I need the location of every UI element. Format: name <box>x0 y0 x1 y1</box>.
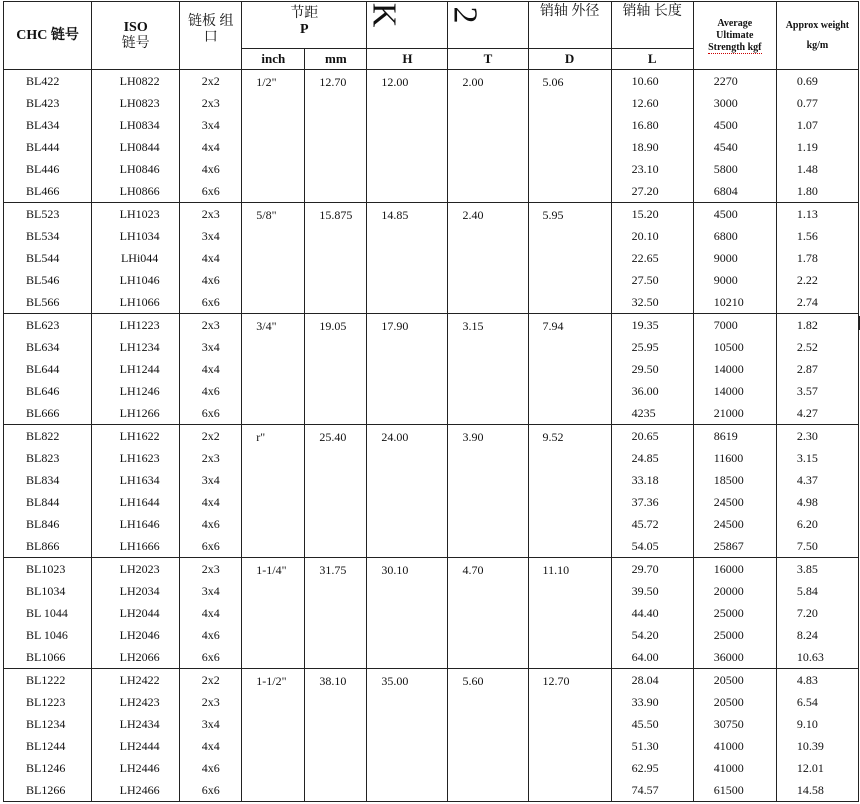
unit-h: H <box>367 49 448 70</box>
ultimate-strength-cell: 10210 <box>713 295 744 309</box>
chc-number-column <box>4 669 92 802</box>
ultimate-strength-column <box>693 314 776 425</box>
ultimate-strength-cell: 11600 <box>713 451 744 465</box>
weight-cell: 1.78 <box>796 251 818 265</box>
table-row-group <box>4 558 859 669</box>
chain-spec-table <box>3 1 859 802</box>
chc-number-cell: BL1234 <box>26 717 66 731</box>
header-strength: Average Ultimate Strength kgf <box>693 2 776 70</box>
weight-cell: 7.50 <box>796 539 818 553</box>
table-row-group <box>4 203 859 314</box>
table-row-group <box>4 70 859 203</box>
plate-combination-cell: 3x4 <box>201 584 220 598</box>
pin-length-cell: 15.20 <box>631 207 659 221</box>
plate-thickness-cell: 2.40 <box>448 203 528 314</box>
iso-number-column <box>92 203 180 314</box>
chc-number-column <box>4 203 92 314</box>
ultimate-strength-cell: 41000 <box>713 761 744 775</box>
plate-combination-cell: 3x4 <box>201 118 220 132</box>
iso-number-column <box>92 70 180 203</box>
chc-number-cell: BL1222 <box>26 673 66 687</box>
plate-combination-cell: 6x6 <box>201 650 220 664</box>
chc-number-cell: BL444 <box>26 140 60 154</box>
iso-number-cell: LH2466 <box>119 783 160 797</box>
ultimate-strength-cell: 41000 <box>713 739 744 753</box>
chc-number-cell: BL 1046 <box>26 628 68 642</box>
iso-number-cell: LH2422 <box>119 673 160 687</box>
weight-column <box>776 203 858 314</box>
plate-combination-column <box>180 669 242 802</box>
pin-length-cell: 29.50 <box>631 362 659 376</box>
header-weight: Approx weight kg/m <box>776 2 858 70</box>
plate-thickness-cell: 3.15 <box>448 314 528 425</box>
pin-length-cell: 19.35 <box>631 318 659 332</box>
chc-number-cell: BL434 <box>26 118 60 132</box>
iso-number-cell: LH1634 <box>119 473 160 487</box>
ultimate-strength-cell: 30750 <box>713 717 744 731</box>
weight-cell: 2.22 <box>796 273 818 287</box>
plate-combination-cell: 2x3 <box>201 96 220 110</box>
iso-number-column <box>92 314 180 425</box>
ultimate-strength-cell: 61500 <box>713 783 744 797</box>
ultimate-strength-column <box>693 425 776 558</box>
iso-number-cell: LH0846 <box>119 162 160 176</box>
pitch-inch-cell: 1/2" <box>242 70 305 203</box>
unit-l: L <box>611 49 693 70</box>
header-t-glyph: 2 <box>448 2 528 49</box>
ultimate-strength-cell: 20000 <box>713 584 744 598</box>
ultimate-strength-cell: 20500 <box>713 695 744 709</box>
pin-length-cell: 28.04 <box>631 673 659 687</box>
pin-length-cell: 54.05 <box>631 539 659 553</box>
plate-thickness-cell: 4.70 <box>448 558 528 669</box>
table-row-group <box>4 314 859 425</box>
iso-number-cell: LH1666 <box>119 539 160 553</box>
iso-number-cell: LH2034 <box>119 584 160 598</box>
iso-number-cell: LH1622 <box>119 429 160 443</box>
weight-column <box>776 425 858 558</box>
plate-combination-cell: 4x6 <box>201 384 220 398</box>
header-plate-combination: 链板 组 口 <box>180 2 242 70</box>
iso-number-cell: LH1023 <box>119 207 160 221</box>
header-chc: CHC 链号 <box>4 2 92 70</box>
plate-thickness-cell: 5.60 <box>448 669 528 802</box>
plate-combination-cell: 2x2 <box>201 429 220 443</box>
chc-number-cell: BL546 <box>26 273 60 287</box>
weight-cell: 10.63 <box>796 650 824 664</box>
plate-combination-cell: 2x3 <box>201 562 220 576</box>
pitch-inch-cell: r" <box>242 425 305 558</box>
chc-number-cell: BL446 <box>26 162 60 176</box>
chc-number-cell: BL1034 <box>26 584 66 598</box>
pin-length-cell: 24.85 <box>631 451 659 465</box>
chc-number-cell: BL1246 <box>26 761 66 775</box>
chc-number-cell: BL623 <box>26 318 60 332</box>
pin-length-cell: 10.60 <box>631 74 659 88</box>
iso-number-cell: LH2434 <box>119 717 160 731</box>
pin-length-column <box>611 70 693 203</box>
chc-number-cell: BL466 <box>26 184 60 198</box>
chc-number-column <box>4 425 92 558</box>
plate-combination-cell: 2x3 <box>201 207 220 221</box>
plate-thickness-cell: 3.90 <box>448 425 528 558</box>
chc-number-cell: BL1223 <box>26 695 66 709</box>
plate-combination-cell: 4x4 <box>201 495 220 509</box>
pin-length-column <box>611 425 693 558</box>
weight-cell: 7.20 <box>796 606 818 620</box>
ultimate-strength-column <box>693 70 776 203</box>
pin-length-cell: 27.20 <box>631 184 659 198</box>
iso-number-cell: LH1034 <box>119 229 160 243</box>
iso-number-cell: LH0823 <box>119 96 160 110</box>
weight-cell: 2.30 <box>796 429 818 443</box>
ultimate-strength-cell: 9000 <box>713 251 738 265</box>
weight-column <box>776 314 858 425</box>
weight-cell: 4.98 <box>796 495 818 509</box>
weight-cell: 1.13 <box>796 207 818 221</box>
chc-number-cell: BL666 <box>26 406 60 420</box>
plate-height-cell: 35.00 <box>367 669 448 802</box>
weight-cell: 3.85 <box>796 562 818 576</box>
iso-number-cell: LH0866 <box>119 184 160 198</box>
chc-number-cell: BL823 <box>26 451 60 465</box>
pin-length-cell: 44.40 <box>631 606 659 620</box>
iso-number-cell: LH2066 <box>119 650 160 664</box>
header-pin-length: 销轴 长度 <box>611 2 693 49</box>
ultimate-strength-cell: 6804 <box>713 184 738 198</box>
plate-combination-cell: 4x6 <box>201 273 220 287</box>
iso-number-column <box>92 669 180 802</box>
plate-combination-cell: 2x3 <box>201 695 220 709</box>
ultimate-strength-cell: 20500 <box>713 673 744 687</box>
unit-mm: mm <box>305 49 367 70</box>
pin-length-cell: 32.50 <box>631 295 659 309</box>
weight-cell: 3.57 <box>796 384 818 398</box>
chc-number-cell: BL1066 <box>26 650 66 664</box>
plate-combination-column <box>180 558 242 669</box>
chc-number-cell: BL844 <box>26 495 60 509</box>
iso-number-cell: LH0822 <box>119 74 160 88</box>
table-body <box>4 70 859 802</box>
pitch-mm-cell: 25.40 <box>305 425 367 558</box>
pitch-mm-cell: 38.10 <box>305 669 367 802</box>
weight-cell: 8.24 <box>796 628 818 642</box>
ultimate-strength-cell: 8619 <box>713 429 738 443</box>
plate-combination-cell: 4x4 <box>201 362 220 376</box>
iso-number-cell: LH2044 <box>119 606 160 620</box>
chc-number-cell: BL866 <box>26 539 60 553</box>
pin-length-cell: 4235 <box>631 406 656 420</box>
iso-number-cell: LHi044 <box>120 251 159 265</box>
pin-length-cell: 54.20 <box>631 628 659 642</box>
ultimate-strength-cell: 25000 <box>713 606 744 620</box>
plate-combination-cell: 3x4 <box>201 229 220 243</box>
chc-number-cell: BL544 <box>26 251 60 265</box>
chc-number-cell: BL822 <box>26 429 60 443</box>
weight-cell: 4.83 <box>796 673 818 687</box>
ultimate-strength-cell: 21000 <box>713 406 744 420</box>
plate-combination-column <box>180 70 242 203</box>
iso-number-cell: LH2446 <box>119 761 160 775</box>
plate-combination-column <box>180 203 242 314</box>
weight-cell: 1.82 <box>796 318 818 332</box>
chc-number-cell: BL 1044 <box>26 606 68 620</box>
plate-combination-cell: 4x4 <box>201 251 220 265</box>
weight-cell: 1.48 <box>796 162 818 176</box>
chc-number-column <box>4 558 92 669</box>
iso-number-cell: LH1223 <box>119 318 160 332</box>
chc-number-cell: BL634 <box>26 340 60 354</box>
chc-number-column <box>4 70 92 203</box>
pin-length-cell: 33.90 <box>631 695 659 709</box>
pin-length-cell: 64.00 <box>631 650 659 664</box>
weight-column <box>776 70 858 203</box>
ultimate-strength-cell: 3000 <box>713 96 738 110</box>
weight-cell: 4.27 <box>796 406 818 420</box>
plate-combination-cell: 6x6 <box>201 406 220 420</box>
ultimate-strength-column <box>693 203 776 314</box>
plate-combination-cell: 2x3 <box>201 318 220 332</box>
plate-combination-cell: 6x6 <box>201 783 220 797</box>
pitch-mm-cell: 15.875 <box>305 203 367 314</box>
plate-combination-cell: 4x6 <box>201 162 220 176</box>
iso-number-cell: LH1244 <box>119 362 160 376</box>
iso-number-cell: LH2023 <box>119 562 160 576</box>
pin-length-cell: 51.30 <box>631 739 659 753</box>
iso-number-cell: LH1623 <box>119 451 160 465</box>
chc-number-cell: BL422 <box>26 74 60 88</box>
pin-length-cell: 25.95 <box>631 340 659 354</box>
iso-number-cell: LH0844 <box>119 140 160 154</box>
pin-diameter-cell: 12.70 <box>528 669 611 802</box>
chc-number-cell: BL646 <box>26 384 60 398</box>
plate-combination-cell: 6x6 <box>201 295 220 309</box>
iso-number-cell: LH1234 <box>119 340 160 354</box>
plate-height-cell: 14.85 <box>367 203 448 314</box>
plate-combination-cell: 4x4 <box>201 739 220 753</box>
pin-length-cell: 33.18 <box>631 473 659 487</box>
plate-combination-cell: 3x4 <box>201 473 220 487</box>
pin-diameter-cell: 5.95 <box>528 203 611 314</box>
pitch-inch-cell: 1-1/2" <box>242 669 305 802</box>
unit-inch: inch <box>242 49 305 70</box>
ultimate-strength-cell: 9000 <box>713 273 738 287</box>
pin-length-cell: 27.50 <box>631 273 659 287</box>
weight-cell: 6.20 <box>796 517 818 531</box>
ultimate-strength-cell: 5800 <box>713 162 738 176</box>
plate-height-cell: 17.90 <box>367 314 448 425</box>
plate-combination-cell: 2x2 <box>201 74 220 88</box>
pin-length-cell: 20.65 <box>631 429 659 443</box>
plate-height-cell: 24.00 <box>367 425 448 558</box>
weight-column <box>776 669 858 802</box>
weight-cell: 2.52 <box>796 340 818 354</box>
ultimate-strength-cell: 10500 <box>713 340 744 354</box>
pin-length-column <box>611 669 693 802</box>
iso-number-column <box>92 425 180 558</box>
pitch-inch-cell: 5/8" <box>242 203 305 314</box>
chc-number-cell: BL1266 <box>26 783 66 797</box>
plate-combination-cell: 4x6 <box>201 628 220 642</box>
header-h-glyph: K <box>367 2 448 49</box>
iso-number-cell: LH1646 <box>119 517 160 531</box>
weight-cell: 1.80 <box>796 184 818 198</box>
ultimate-strength-cell: 4500 <box>713 207 738 221</box>
pin-length-cell: 16.80 <box>631 118 659 132</box>
ultimate-strength-column <box>693 558 776 669</box>
pitch-inch-cell: 1-1/4" <box>242 558 305 669</box>
pin-length-cell: 18.90 <box>631 140 659 154</box>
plate-combination-cell: 4x6 <box>201 761 220 775</box>
chc-number-cell: BL644 <box>26 362 60 376</box>
unit-t: T <box>448 49 528 70</box>
pitch-inch-cell: 3/4" <box>242 314 305 425</box>
pin-length-column <box>611 558 693 669</box>
pitch-mm-cell: 12.70 <box>305 70 367 203</box>
plate-combination-cell: 6x6 <box>201 539 220 553</box>
ultimate-strength-cell: 16000 <box>713 562 744 576</box>
ultimate-strength-cell: 25000 <box>713 628 744 642</box>
chc-number-cell: BL1244 <box>26 739 66 753</box>
pin-length-column <box>611 203 693 314</box>
weight-cell: 12.01 <box>796 761 824 775</box>
chc-number-column <box>4 314 92 425</box>
weight-cell: 2.87 <box>796 362 818 376</box>
iso-number-column <box>92 558 180 669</box>
ultimate-strength-cell: 6800 <box>713 229 738 243</box>
iso-number-cell: LH1246 <box>119 384 160 398</box>
pin-length-column <box>611 314 693 425</box>
plate-height-cell: 30.10 <box>367 558 448 669</box>
chc-number-cell: BL523 <box>26 207 60 221</box>
pin-diameter-cell: 11.10 <box>528 558 611 669</box>
plate-combination-cell: 2x2 <box>201 673 220 687</box>
pin-diameter-cell: 9.52 <box>528 425 611 558</box>
pitch-mm-cell: 31.75 <box>305 558 367 669</box>
weight-cell: 0.77 <box>796 96 818 110</box>
chc-number-cell: BL1023 <box>26 562 66 576</box>
chc-number-cell: BL534 <box>26 229 60 243</box>
chc-number-cell: BL846 <box>26 517 60 531</box>
ultimate-strength-cell: 7000 <box>713 318 738 332</box>
pin-length-cell: 12.60 <box>631 96 659 110</box>
weight-cell: 6.54 <box>796 695 818 709</box>
weight-cell: 5.84 <box>796 584 818 598</box>
plate-combination-cell: 4x4 <box>201 140 220 154</box>
ultimate-strength-cell: 4500 <box>713 118 738 132</box>
plate-combination-column <box>180 425 242 558</box>
header-pitch: 节距 P <box>242 2 367 49</box>
weight-cell: 1.07 <box>796 118 818 132</box>
iso-number-cell: LH1266 <box>119 406 160 420</box>
ultimate-strength-cell: 24500 <box>713 517 744 531</box>
weight-cell: 1.56 <box>796 229 818 243</box>
plate-height-cell: 12.00 <box>367 70 448 203</box>
weight-cell: 4.37 <box>796 473 818 487</box>
iso-number-cell: LH2444 <box>119 739 160 753</box>
ultimate-strength-cell: 18500 <box>713 473 744 487</box>
chc-number-cell: BL566 <box>26 295 60 309</box>
plate-combination-cell: 6x6 <box>201 184 220 198</box>
ultimate-strength-column <box>693 669 776 802</box>
header-iso: ISO 链号 <box>92 2 180 70</box>
header-pin-diameter: 销轴 外径 <box>528 2 611 49</box>
pin-diameter-cell: 5.06 <box>528 70 611 203</box>
plate-combination-cell: 3x4 <box>201 340 220 354</box>
weight-cell: 14.58 <box>796 783 824 797</box>
iso-number-cell: LH0834 <box>119 118 160 132</box>
chc-number-cell: BL834 <box>26 473 60 487</box>
iso-number-cell: LH2423 <box>119 695 160 709</box>
pin-length-cell: 37.36 <box>631 495 659 509</box>
pin-length-cell: 39.50 <box>631 584 659 598</box>
ultimate-strength-cell: 14000 <box>713 362 744 376</box>
pin-length-cell: 62.95 <box>631 761 659 775</box>
weight-cell: 10.39 <box>796 739 824 753</box>
weight-cell: 0.69 <box>796 74 818 88</box>
ultimate-strength-cell: 36000 <box>713 650 744 664</box>
unit-d: D <box>528 49 611 70</box>
plate-combination-cell: 3x4 <box>201 717 220 731</box>
plate-combination-cell: 4x6 <box>201 517 220 531</box>
pin-length-cell: 45.72 <box>631 517 659 531</box>
ultimate-strength-cell: 2270 <box>713 74 738 88</box>
weight-cell: 1.19 <box>796 140 818 154</box>
pin-diameter-cell: 7.94 <box>528 314 611 425</box>
iso-number-cell: LH2046 <box>119 628 160 642</box>
pin-length-cell: 36.00 <box>631 384 659 398</box>
pin-length-cell: 74.57 <box>631 783 659 797</box>
weight-column <box>776 558 858 669</box>
ultimate-strength-cell: 25867 <box>713 539 744 553</box>
pin-length-cell: 23.10 <box>631 162 659 176</box>
table-row-group <box>4 425 859 558</box>
weight-cell: 9.10 <box>796 717 818 731</box>
table-row-group <box>4 669 859 802</box>
pin-length-cell: 22.65 <box>631 251 659 265</box>
iso-number-cell: LH1066 <box>119 295 160 309</box>
plate-combination-cell: 4x4 <box>201 606 220 620</box>
iso-number-cell: LH1644 <box>119 495 160 509</box>
weight-cell: 2.74 <box>796 295 818 309</box>
plate-combination-cell: 2x3 <box>201 451 220 465</box>
ultimate-strength-cell: 4540 <box>713 140 738 154</box>
plate-thickness-cell: 2.00 <box>448 70 528 203</box>
ultimate-strength-cell: 14000 <box>713 384 744 398</box>
pin-length-cell: 20.10 <box>631 229 659 243</box>
pitch-mm-cell: 19.05 <box>305 314 367 425</box>
pin-length-cell: 45.50 <box>631 717 659 731</box>
pin-length-cell: 29.70 <box>631 562 659 576</box>
ultimate-strength-cell: 24500 <box>713 495 744 509</box>
iso-number-cell: LH1046 <box>119 273 160 287</box>
weight-cell: 3.15 <box>796 451 818 465</box>
chc-number-cell: BL423 <box>26 96 60 110</box>
plate-combination-column <box>180 314 242 425</box>
